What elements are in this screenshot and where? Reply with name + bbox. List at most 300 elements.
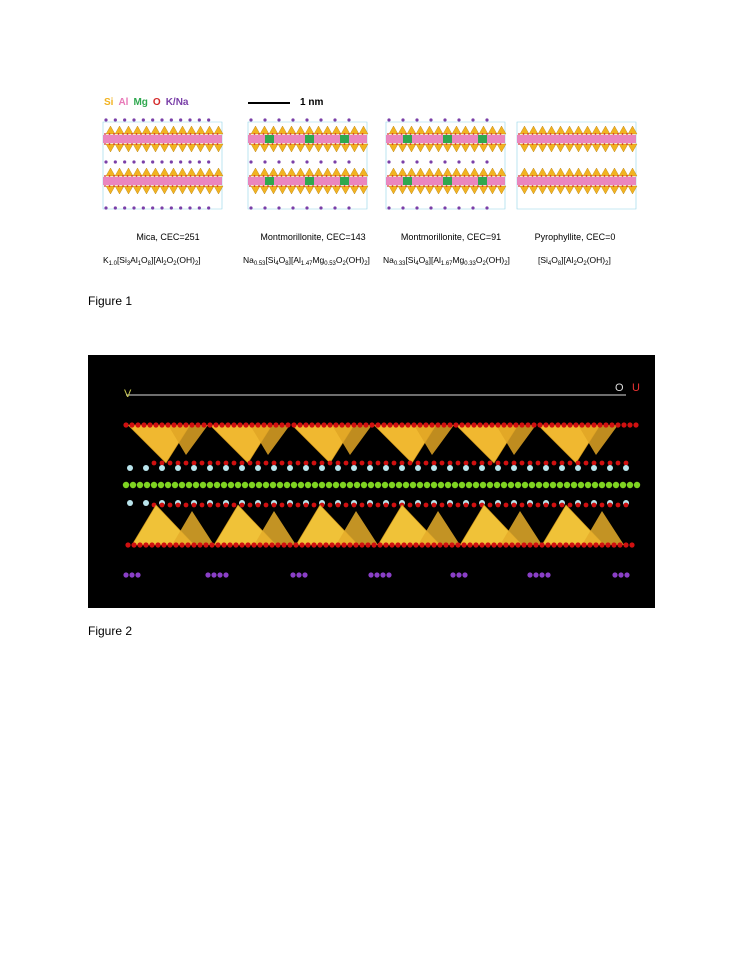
si-tetrahedron	[488, 144, 497, 152]
oxygen-atom	[393, 422, 398, 427]
si-tetrahedron	[479, 126, 488, 134]
si-tetrahedron	[529, 144, 538, 152]
interlayer-cation	[333, 118, 336, 121]
si-tetrahedron	[628, 186, 637, 194]
si-tetrahedron	[251, 144, 260, 152]
si-tetrahedron	[452, 144, 461, 152]
oxygen-atom	[172, 133, 174, 135]
si-tetrahedron	[619, 186, 628, 194]
oxygen-atom	[595, 185, 597, 187]
si-tetrahedron	[497, 126, 506, 134]
si-tetrahedron	[547, 186, 556, 194]
hydroxyl-atom	[607, 465, 613, 471]
interlayer-cation	[170, 118, 173, 121]
oxygen-atom	[597, 422, 602, 427]
oxygen-atom	[308, 133, 310, 135]
oxygen-atom	[544, 461, 549, 466]
oxygen-atom	[362, 133, 364, 135]
octahedral-cation	[515, 482, 521, 488]
oxygen-atom	[550, 175, 552, 177]
si-tetrahedron	[169, 126, 178, 134]
octahedral-cation	[375, 482, 381, 488]
oxygen-atom	[577, 185, 579, 187]
interlayer-cation	[457, 160, 460, 163]
interlayer-cation	[198, 118, 201, 121]
oxygen-atom	[617, 185, 619, 187]
oxygen-atom	[219, 422, 224, 427]
oxygen-atom	[345, 422, 350, 427]
oxygen-atom	[600, 503, 605, 508]
oxygen-atom	[464, 185, 466, 187]
oxygen-atom	[608, 461, 613, 466]
octahedral-cation	[403, 482, 409, 488]
interlayer-cation	[151, 118, 154, 121]
oxygen-atom	[191, 542, 196, 547]
oxygen-atom	[541, 143, 543, 145]
oxygen-atom	[330, 175, 332, 177]
oxygen-atom	[491, 143, 493, 145]
interlayer-cation	[387, 160, 390, 163]
oxygen-atom	[459, 422, 464, 427]
oxygen-atom	[407, 542, 412, 547]
oxygen-atom	[464, 175, 466, 177]
oxygen-atom	[273, 422, 278, 427]
oxygen-atom	[472, 503, 477, 508]
si-tetrahedron	[488, 186, 497, 194]
si-tetrahedron	[124, 126, 133, 134]
oxygen-atom	[399, 422, 404, 427]
oxygen-atom	[160, 461, 165, 466]
oxygen-atom	[248, 461, 253, 466]
octahedral-cation	[270, 482, 276, 488]
oxygen-atom	[172, 175, 174, 177]
si-tetrahedron	[619, 168, 628, 176]
oxygen-atom	[425, 542, 430, 547]
oxygen-atom	[488, 503, 493, 508]
oxygen-atom	[113, 185, 115, 187]
si-tetrahedron	[610, 186, 619, 194]
si-tetrahedron	[601, 144, 610, 152]
si-tetrahedron	[574, 186, 583, 194]
oxygen-atom	[572, 143, 574, 145]
si-tetrahedron	[389, 168, 398, 176]
si-tetrahedron	[254, 511, 296, 545]
oxygen-atom	[518, 133, 520, 135]
oxygen-atom	[328, 503, 333, 508]
si-tetrahedron	[538, 168, 547, 176]
oxygen-atom	[149, 542, 154, 547]
oxygen-atom	[405, 133, 407, 135]
interlayer-cation	[142, 118, 145, 121]
interlayer-cation	[290, 572, 295, 577]
oxygen-atom	[486, 133, 488, 135]
oxygen-atom	[208, 503, 213, 508]
si-tetrahedron	[565, 168, 574, 176]
si-tetrahedron	[260, 144, 269, 152]
si-tetrahedron	[583, 186, 592, 194]
oxygen-atom	[309, 422, 314, 427]
octahedral-cation	[354, 482, 360, 488]
oxygen-atom	[227, 542, 232, 547]
octahedral-cation	[424, 482, 430, 488]
si-tetrahedron	[251, 168, 260, 176]
hydroxyl-atom	[319, 465, 325, 471]
oxygen-atom	[240, 461, 245, 466]
oxygen-atom	[296, 461, 301, 466]
si-tetrahedron	[214, 168, 223, 176]
hydroxyl-atom	[143, 500, 149, 506]
oxygen-atom	[617, 175, 619, 177]
oxygen-atom	[622, 175, 624, 177]
oxygen-atom	[212, 133, 214, 135]
si-tetrahedron	[583, 144, 592, 152]
si-tetrahedron	[214, 126, 223, 134]
oxygen-atom	[288, 461, 293, 466]
si-tetrahedron	[314, 168, 323, 176]
oxygen-atom	[608, 133, 610, 135]
si-tetrahedron	[260, 186, 269, 194]
oxygen-atom	[353, 542, 358, 547]
oxygen-atom	[136, 143, 138, 145]
hydroxyl-atom	[207, 465, 213, 471]
oxygen-atom	[518, 175, 520, 177]
oxygen-atom	[568, 143, 570, 145]
oxygen-atom	[572, 133, 574, 135]
oxygen-atom	[336, 503, 341, 508]
si-tetrahedron	[305, 168, 314, 176]
oxygen-atom	[163, 143, 165, 145]
oxygen-atom	[287, 542, 292, 547]
oxygen-atom	[587, 542, 592, 547]
mg-substitution	[340, 177, 349, 185]
oxygen-atom	[376, 461, 381, 466]
hydroxyl-atom	[127, 465, 133, 471]
oxygen-atom	[167, 185, 169, 187]
si-tetrahedron	[296, 186, 305, 194]
oxygen-atom	[405, 185, 407, 187]
formula-montmorillonite-143: $Na_{0.53}[Si_4O_8][Al_{1.47}Mg_{0.53}O_2(OH)_2]$	[243, 255, 370, 267]
oxygen-atom	[303, 185, 305, 187]
oxygen-atom	[303, 175, 305, 177]
oxygen-atom	[455, 143, 457, 145]
hydroxyl-atom	[591, 465, 597, 471]
oxygen-atom	[272, 133, 274, 135]
oxygen-atom	[312, 185, 314, 187]
oxygen-atom	[515, 542, 520, 547]
oxygen-atom	[233, 542, 238, 547]
si-tetrahedron	[106, 126, 115, 134]
oxygen-atom	[348, 143, 350, 145]
si-tetrahedron	[205, 186, 214, 194]
oxygen-atom	[353, 185, 355, 187]
si-tetrahedron	[407, 126, 416, 134]
oxygen-atom	[631, 175, 633, 177]
si-tetrahedron	[142, 186, 151, 194]
si-tetrahedron	[547, 126, 556, 134]
octahedral-cation	[137, 482, 143, 488]
si-tetrahedron	[332, 168, 341, 176]
hydroxyl-atom	[127, 500, 133, 506]
hydroxyl-atom	[303, 465, 309, 471]
si-tetrahedron	[443, 186, 452, 194]
si-tetrahedron	[178, 144, 187, 152]
interlayer-cation	[443, 118, 446, 121]
oxygen-atom	[440, 461, 445, 466]
oxygen-atom	[626, 133, 628, 135]
oxygen-atom	[281, 143, 283, 145]
si-tetrahedron	[296, 168, 305, 176]
si-tetrahedron	[178, 186, 187, 194]
oxygen-atom	[473, 133, 475, 135]
octahedral-cation	[487, 482, 493, 488]
oxygen-atom	[321, 143, 323, 145]
oxygen-atom	[387, 133, 389, 135]
interlayer-cation	[429, 206, 432, 209]
octahedral-cation	[578, 482, 584, 488]
si-tetrahedron	[398, 126, 407, 134]
axis-label-u: U	[632, 382, 640, 394]
oxygen-atom	[554, 133, 556, 135]
oxygen-atom	[569, 542, 574, 547]
oxygen-atom	[604, 185, 606, 187]
oxygen-atom	[401, 185, 403, 187]
oxygen-atom	[290, 143, 292, 145]
oxygen-atom	[536, 143, 538, 145]
interlayer-cation	[624, 572, 629, 577]
oxygen-atom	[221, 542, 226, 547]
octahedral-cation	[368, 482, 374, 488]
interlayer-cation	[347, 118, 350, 121]
octahedral-cation	[179, 482, 185, 488]
si-tetrahedron	[269, 126, 278, 134]
oxygen-atom	[586, 133, 588, 135]
oxygen-atom	[184, 461, 189, 466]
oxygen-atom	[568, 175, 570, 177]
oxygen-atom	[401, 175, 403, 177]
si-tetrahedron	[142, 168, 151, 176]
octahedral-cation	[291, 482, 297, 488]
al-octahedral-sheet	[103, 177, 222, 185]
oxygen-atom	[297, 422, 302, 427]
oxygen-atom	[267, 133, 269, 135]
oxygen-atom	[482, 185, 484, 187]
interlayer-cation	[211, 572, 216, 577]
interlayer-cation	[277, 118, 280, 121]
oxygen-atom	[109, 143, 111, 145]
octahedral-cation	[550, 482, 556, 488]
si-tetrahedron	[160, 126, 169, 134]
si-tetrahedron	[359, 126, 368, 134]
oxygen-atom	[203, 175, 205, 177]
oxygen-atom	[127, 175, 129, 177]
hydroxyl-atom	[559, 465, 565, 471]
si-tetrahedron	[341, 126, 350, 134]
interlayer-cation	[485, 160, 488, 163]
oxygen-atom	[294, 133, 296, 135]
oxygen-atom	[330, 133, 332, 135]
si-tetrahedron	[151, 168, 160, 176]
interlayer-cation	[123, 572, 128, 577]
hydroxyl-atom	[367, 465, 373, 471]
oxygen-atom	[387, 185, 389, 187]
oxygen-atom	[617, 133, 619, 135]
oxygen-atom	[369, 422, 374, 427]
oxygen-atom	[199, 133, 201, 135]
oxygen-atom	[446, 143, 448, 145]
si-tetrahedron	[556, 186, 565, 194]
oxygen-atom	[185, 185, 187, 187]
si-tetrahedron	[407, 144, 416, 152]
oxygen-atom	[629, 542, 634, 547]
oxygen-atom	[419, 133, 421, 135]
panel-caption-montmorillonite-91: Montmorillonite, CEC=91	[400, 232, 502, 242]
interlayer-cation	[249, 118, 252, 121]
oxygen-atom	[365, 542, 370, 547]
si-tetrahedron	[434, 186, 443, 194]
oxygen-atom	[194, 133, 196, 135]
oxygen-atom	[554, 143, 556, 145]
si-tetrahedron	[547, 168, 556, 176]
oxygen-atom	[468, 185, 470, 187]
oxygen-atom	[450, 143, 452, 145]
si-tetrahedron	[115, 144, 124, 152]
oxygen-atom	[296, 503, 301, 508]
interlayer-cation	[415, 118, 418, 121]
si-tetrahedron	[628, 168, 637, 176]
si-tetrahedron	[583, 126, 592, 134]
si-tetrahedron	[151, 144, 160, 152]
oxygen-atom	[603, 422, 608, 427]
interlayer-cation	[380, 572, 385, 577]
oxygen-atom	[616, 503, 621, 508]
octahedral-cation	[361, 482, 367, 488]
si-tetrahedron	[115, 186, 124, 194]
oxygen-atom	[368, 461, 373, 466]
oxygen-atom	[176, 185, 178, 187]
oxygen-atom	[317, 185, 319, 187]
oxygen-atom	[185, 175, 187, 177]
oxygen-atom	[544, 503, 549, 508]
oxygen-atom	[521, 542, 526, 547]
oxygen-atom	[554, 175, 556, 177]
interlayer-cation	[207, 206, 210, 209]
oxygen-atom	[568, 185, 570, 187]
oxygen-atom	[321, 185, 323, 187]
octahedral-cation	[165, 482, 171, 488]
oxygen-atom	[467, 542, 472, 547]
si-tetrahedron	[434, 168, 443, 176]
oxygen-atom	[613, 133, 615, 135]
interlayer-cation	[263, 206, 266, 209]
oxygen-atom	[455, 133, 457, 135]
oxygen-atom	[495, 422, 500, 427]
oxygen-atom	[267, 143, 269, 145]
interlayer-cation	[151, 206, 154, 209]
oxygen-atom	[486, 143, 488, 145]
oxygen-atom	[240, 503, 245, 508]
oxygen-atom	[303, 422, 308, 427]
oxygen-atom	[464, 143, 466, 145]
octahedral-cation	[599, 482, 605, 488]
oxygen-atom	[554, 185, 556, 187]
oxygen-atom	[613, 185, 615, 187]
oxygen-atom	[450, 175, 452, 177]
oxygen-atom	[172, 185, 174, 187]
oxygen-atom	[577, 133, 579, 135]
interlayer-cation	[333, 206, 336, 209]
oxygen-atom	[152, 461, 157, 466]
oxygen-atom	[194, 175, 196, 177]
oxygen-atom	[432, 185, 434, 187]
oxygen-atom	[299, 542, 304, 547]
oxygen-atom	[264, 461, 269, 466]
oxygen-atom	[608, 185, 610, 187]
oxygen-atom	[167, 143, 169, 145]
oxygen-atom	[305, 542, 310, 547]
si-tetrahedron	[178, 168, 187, 176]
oxygen-atom	[423, 143, 425, 145]
interlayer-cation	[387, 118, 390, 121]
interlayer-cation	[319, 206, 322, 209]
oxygen-atom	[608, 503, 613, 508]
si-tetrahedron	[341, 186, 350, 194]
oxygen-atom	[254, 133, 256, 135]
oxygen-atom	[312, 503, 317, 508]
oxygen-atom	[617, 542, 622, 547]
oxygen-atom	[224, 461, 229, 466]
si-tetrahedron	[341, 168, 350, 176]
oxygen-atom	[593, 542, 598, 547]
oxygen-atom	[552, 503, 557, 508]
oxygen-atom	[495, 133, 497, 135]
oxygen-atom	[200, 503, 205, 508]
oxygen-atom	[185, 542, 190, 547]
interlayer-cation	[401, 206, 404, 209]
interlayer-cation	[291, 206, 294, 209]
si-tetrahedron	[172, 511, 214, 545]
oxygen-atom	[263, 133, 265, 135]
interlayer-cation	[160, 118, 163, 121]
oxygen-atom	[541, 185, 543, 187]
oxygen-atom	[352, 461, 357, 466]
si-tetrahedron	[416, 144, 425, 152]
oxygen-atom	[145, 133, 147, 135]
oxygen-atom	[190, 133, 192, 135]
oxygen-atom	[192, 503, 197, 508]
interlayer-cation	[142, 160, 145, 163]
si-tetrahedron	[443, 126, 452, 134]
si-tetrahedron	[610, 126, 619, 134]
oxygen-atom	[496, 503, 501, 508]
oxygen-atom	[136, 175, 138, 177]
octahedral-cation	[508, 482, 514, 488]
interlayer-cation	[368, 572, 373, 577]
oxygen-atom	[414, 185, 416, 187]
oxygen-atom	[192, 461, 197, 466]
oxygen-atom	[423, 175, 425, 177]
oxygen-atom	[392, 175, 394, 177]
si-tetrahedron	[461, 126, 470, 134]
octahedral-cation	[459, 482, 465, 488]
si-tetrahedron	[470, 186, 479, 194]
si-tetrahedron	[601, 186, 610, 194]
oxygen-atom	[353, 133, 355, 135]
oxygen-atom	[118, 185, 120, 187]
oxygen-atom	[608, 143, 610, 145]
oxygen-atom	[624, 461, 629, 466]
si-tetrahedron	[323, 144, 332, 152]
si-tetrahedron	[151, 186, 160, 194]
